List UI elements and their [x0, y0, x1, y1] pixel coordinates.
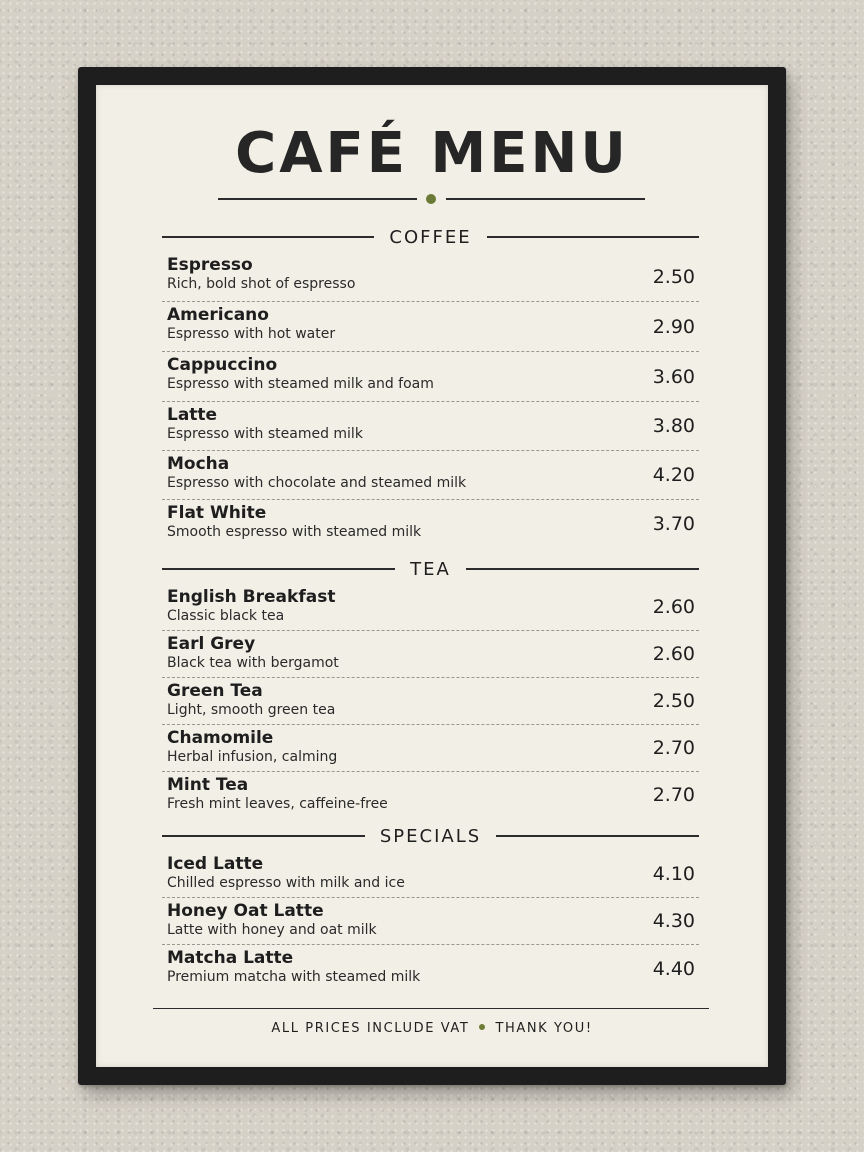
item-name: Espresso	[167, 255, 253, 275]
menu-item	[162, 898, 699, 945]
menu-item	[162, 352, 699, 402]
item-price: 2.50	[652, 265, 695, 288]
item-description: Latte with honey and oat milk	[167, 922, 377, 938]
item-description: Classic black tea	[167, 608, 285, 624]
item-list	[162, 584, 699, 818]
item-price: 4.20	[652, 464, 695, 486]
item-name: Earl Grey	[167, 634, 256, 654]
item-description: Espresso with chocolate and steamed milk	[167, 475, 467, 491]
section-rule-right	[466, 568, 699, 569]
item-price: 4.30	[652, 910, 695, 932]
footer-divider	[153, 1008, 709, 1009]
item-name: Green Tea	[167, 681, 263, 701]
item-name: Mint Tea	[167, 775, 249, 795]
item-description: Black tea with bergamot	[167, 655, 339, 671]
item-price: 3.70	[652, 513, 695, 535]
item-price: 2.60	[652, 596, 695, 618]
item-list	[162, 851, 699, 992]
item-description: Rich, bold shot of espresso	[167, 276, 356, 292]
item-name: Americano	[167, 305, 269, 325]
item-price: 3.80	[652, 415, 695, 437]
item-description: Smooth espresso with steamed milk	[167, 524, 422, 540]
menu-item	[162, 851, 699, 898]
section-title: COFFEE	[389, 226, 472, 248]
menu-item	[162, 500, 699, 548]
item-price: 3.60	[652, 365, 695, 388]
section-title: SPECIALS	[379, 825, 482, 847]
title-divider-dot	[426, 194, 436, 204]
item-name: Chamomile	[167, 728, 274, 748]
item-list	[162, 252, 699, 548]
menu-title: CAFÉ MENU	[235, 121, 629, 186]
section-title: TEA	[410, 558, 451, 580]
title-divider-left	[218, 198, 417, 200]
footer-thank-you: THANK YOU!	[495, 1021, 593, 1036]
menu-item	[162, 631, 699, 678]
item-description: Espresso with steamed milk	[167, 426, 363, 442]
item-description: Espresso with hot water	[167, 326, 336, 342]
menu-item	[162, 402, 699, 451]
section-rule-right	[496, 835, 699, 836]
item-price: 2.70	[652, 737, 695, 759]
item-description: Herbal infusion, calming	[167, 749, 338, 765]
item-name: Honey Oat Latte	[167, 901, 324, 921]
section-rule-left	[162, 835, 365, 836]
item-name: Iced Latte	[167, 854, 264, 874]
item-description: Premium matcha with steamed milk	[167, 969, 421, 985]
section-specials	[162, 823, 699, 992]
item-description: Light, smooth green tea	[167, 702, 336, 718]
item-name: Mocha	[167, 454, 230, 474]
section-rule-left	[162, 236, 374, 237]
menu-footer	[0, 1021, 864, 1036]
section-header	[162, 556, 699, 582]
item-price: 4.10	[652, 863, 695, 885]
item-description: Chilled espresso with milk and ice	[167, 875, 405, 891]
item-name: Matcha Latte	[167, 948, 294, 968]
item-name: Cappuccino	[167, 355, 278, 375]
section-rule-left	[162, 568, 395, 569]
item-price: 2.50	[652, 690, 695, 712]
item-name: English Breakfast	[167, 587, 336, 607]
menu-item	[162, 678, 699, 725]
menu-item	[162, 945, 699, 992]
item-name: Flat White	[167, 503, 267, 523]
item-price: 2.70	[652, 784, 695, 806]
section-tea	[162, 556, 699, 818]
footer-vat-note: ALL PRICES INCLUDE VAT	[271, 1021, 470, 1036]
item-name: Latte	[167, 405, 218, 425]
item-description: Espresso with steamed milk and foam	[167, 376, 434, 392]
item-description: Fresh mint leaves, caffeine-free	[167, 796, 388, 812]
section-header	[162, 823, 699, 849]
footer-dot	[479, 1024, 485, 1030]
item-price: 2.90	[652, 315, 695, 338]
section-rule-right	[487, 236, 699, 237]
menu-item	[162, 772, 699, 818]
menu-item	[162, 451, 699, 500]
section-header	[162, 224, 699, 250]
menu-item	[162, 252, 699, 302]
menu-item	[162, 302, 699, 352]
item-price: 4.40	[652, 957, 695, 980]
menu-item	[162, 725, 699, 772]
menu-item	[162, 584, 699, 631]
title-divider-right	[446, 198, 645, 200]
item-price: 2.60	[652, 643, 695, 665]
section-coffee	[162, 224, 699, 548]
